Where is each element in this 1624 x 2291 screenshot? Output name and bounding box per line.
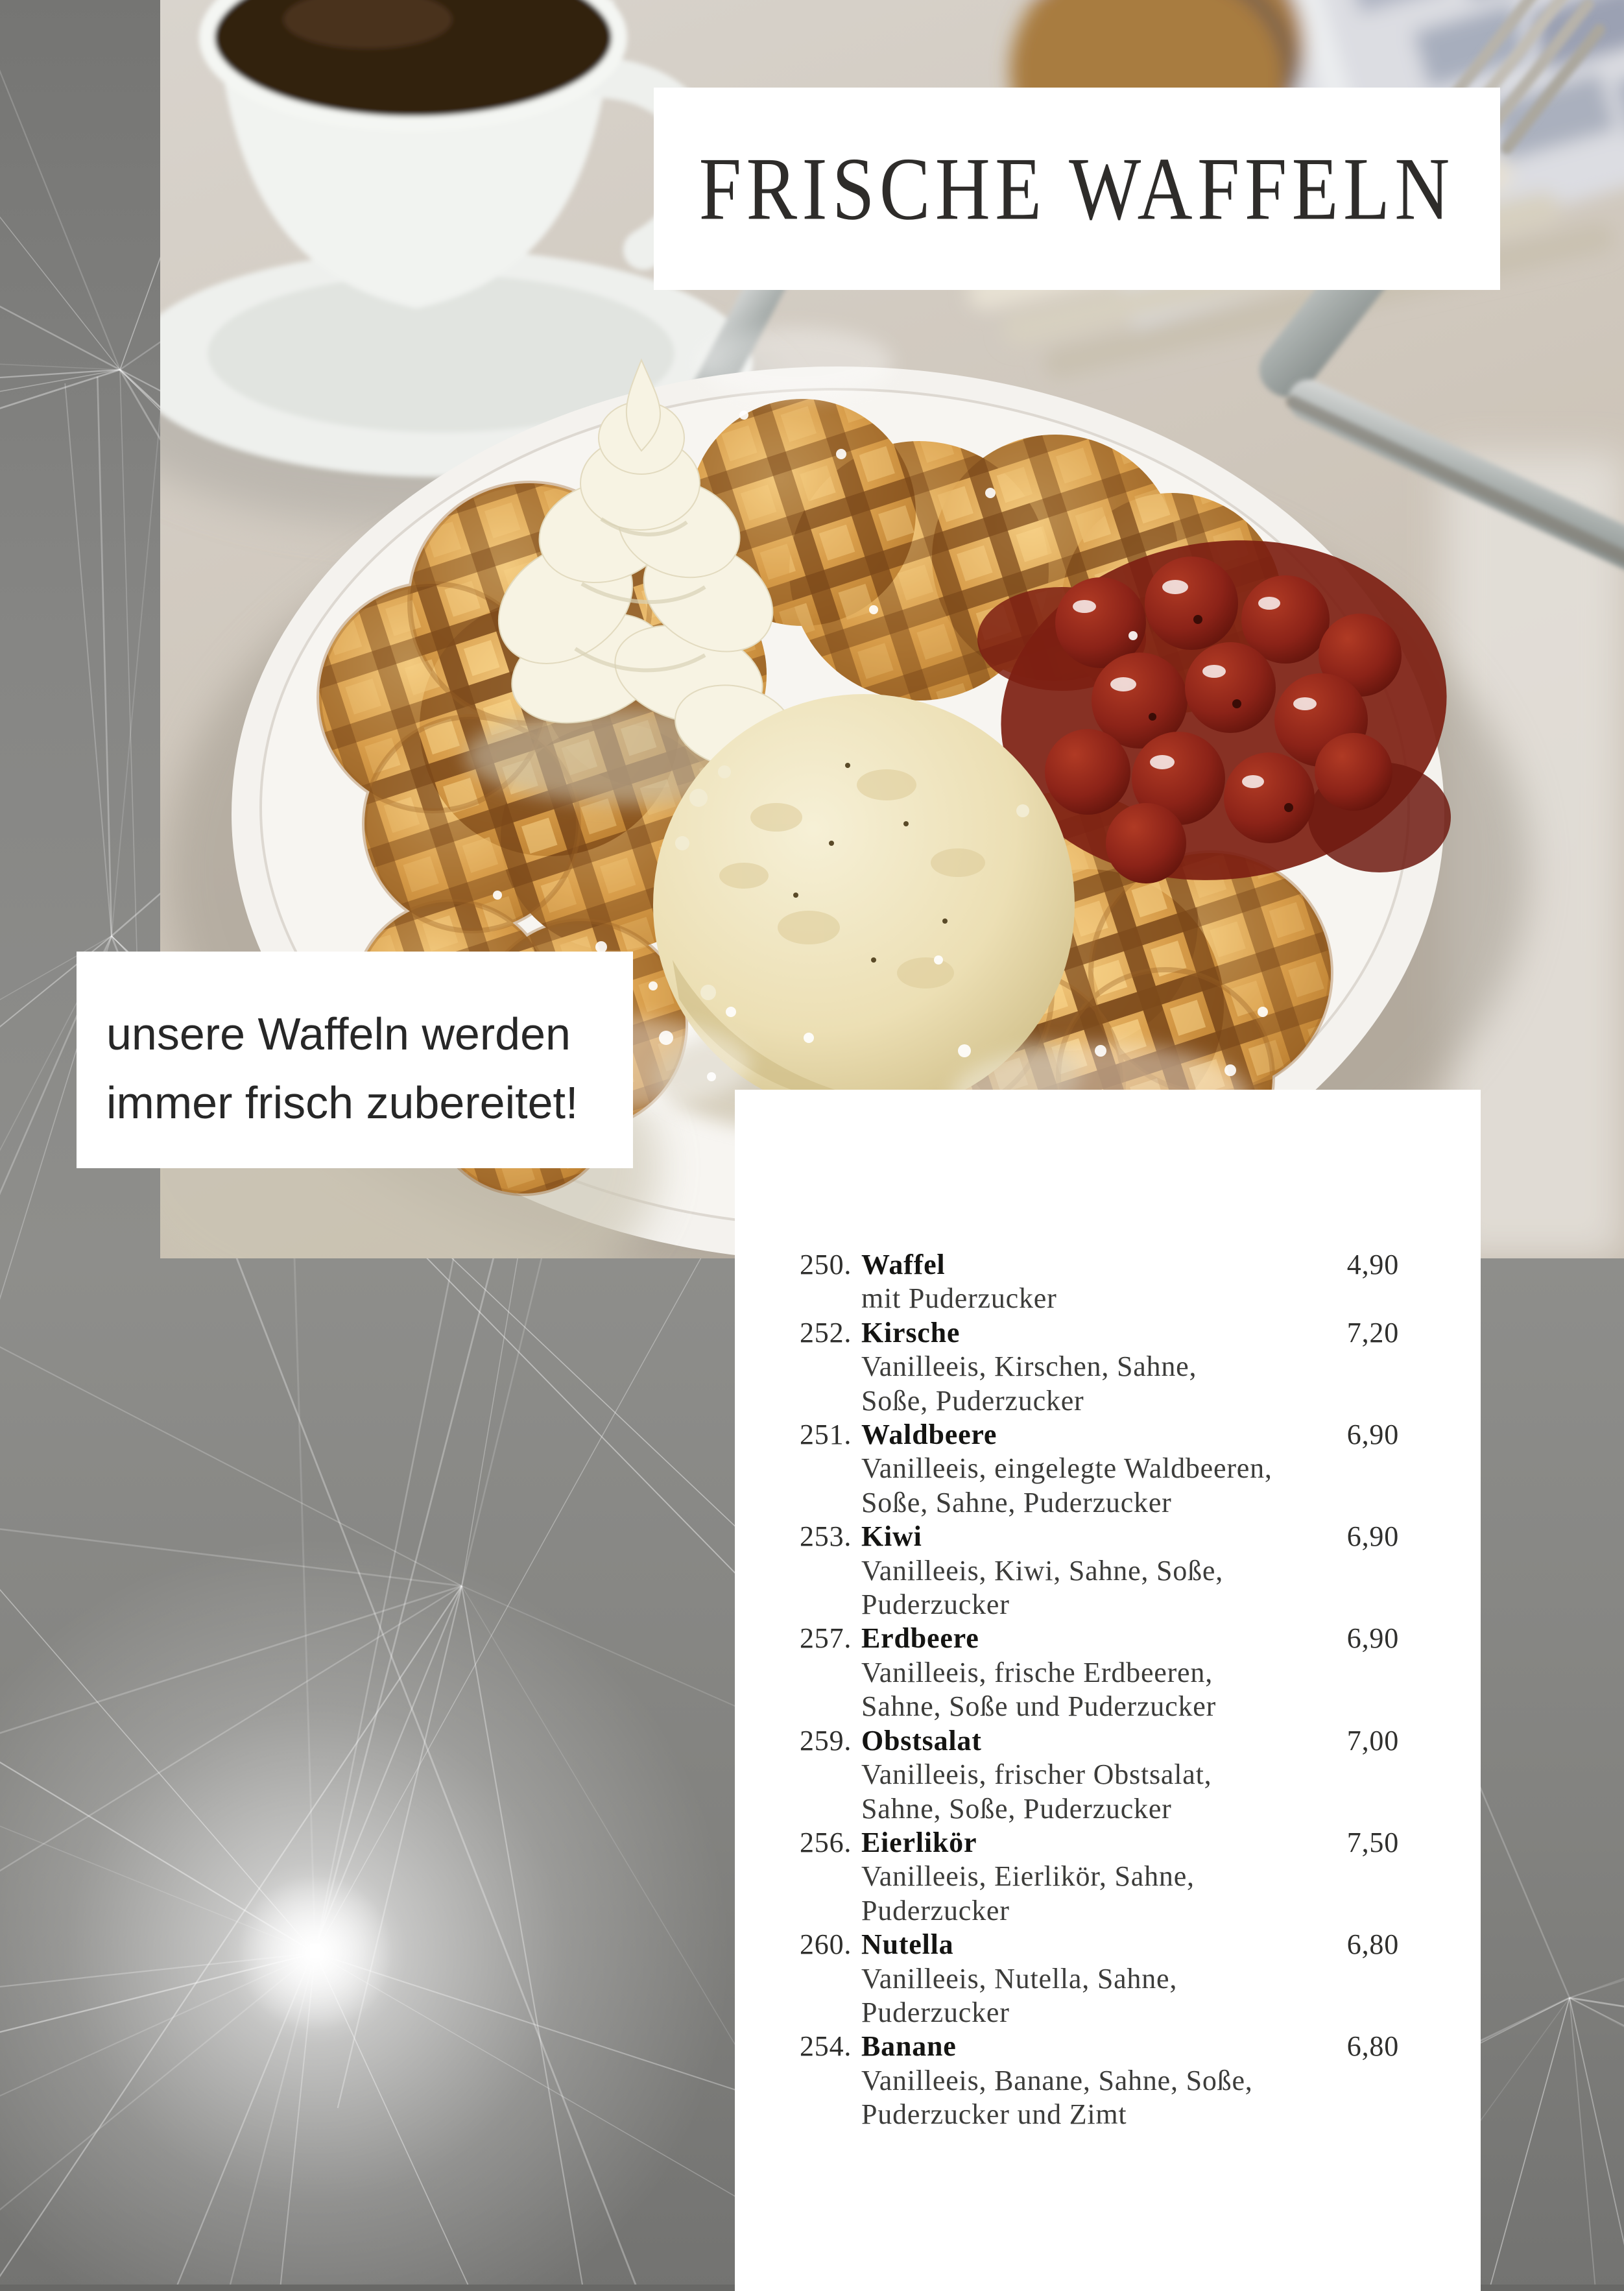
- item-number: 259.: [800, 1724, 852, 1757]
- string-line: [1570, 1998, 1624, 2291]
- item-name: Banane: [861, 2030, 957, 2063]
- item-name: Erdbeere: [861, 1622, 979, 1655]
- string-line: [0, 370, 120, 475]
- menu-item-row: [800, 1622, 1399, 1655]
- item-number: 250.: [800, 1249, 852, 1280]
- string-line: [0, 0, 120, 370]
- menu-item-row: [800, 1316, 1399, 1350]
- menu-item-row: [800, 1520, 1399, 1553]
- item-name: Kiwi: [861, 1520, 922, 1553]
- item-price: 6,80: [1346, 2030, 1399, 2063]
- item-name: Waffel: [861, 1249, 946, 1280]
- item-number: 254.: [800, 2030, 852, 2063]
- item-name: Eierlikör: [861, 1826, 977, 1858]
- item-price: 6,90: [1346, 1419, 1399, 1451]
- item-description: Puderzucker: [861, 1894, 1010, 1926]
- menu-item: [800, 1622, 1399, 1723]
- menu-item: [800, 1418, 1399, 1520]
- menu-item: [800, 2030, 1399, 2131]
- item-description: Vanilleeis, Eierlikör, Sahne,: [861, 1860, 1195, 1893]
- item-description: Vanilleeis, frische Erdbeeren,: [861, 1656, 1213, 1688]
- item-number: 252.: [800, 1316, 852, 1349]
- item-description: Vanilleeis, eingelegte Waldbeeren,: [861, 1452, 1272, 1485]
- item-description: Puderzucker: [861, 1996, 1010, 2028]
- item-name: Kirsche: [861, 1316, 961, 1349]
- item-name: Nutella: [861, 1928, 954, 1961]
- item-description: Soße, Puderzucker: [861, 1384, 1084, 1417]
- title-box: [654, 88, 1500, 290]
- string-line: [1570, 1513, 1624, 1998]
- item-price: 4,90: [1346, 1249, 1399, 1280]
- item-price: 7,00: [1346, 1724, 1399, 1757]
- item-price: 6,90: [1346, 1622, 1399, 1655]
- menu-item: [800, 1826, 1399, 1928]
- item-description: Puderzucker: [861, 1589, 1010, 1621]
- item-description: Vanilleeis, Kirschen, Sahne,: [861, 1350, 1197, 1383]
- item-number: 256.: [800, 1826, 852, 1858]
- item-number: 251.: [800, 1419, 852, 1451]
- tagline-box: [77, 952, 633, 1168]
- string-line: [0, 370, 120, 885]
- tagline-line-1: unsere Waffeln werden: [106, 1009, 571, 1059]
- item-name: Waldbeere: [861, 1419, 997, 1451]
- item-description: Sahne, Soße, Puderzucker: [861, 1792, 1172, 1825]
- menu-item-row: [800, 1826, 1399, 1860]
- menu-item-row: [800, 1248, 1399, 1282]
- item-price: 7,50: [1346, 1826, 1399, 1858]
- item-description: mit Puderzucker: [861, 1282, 1057, 1315]
- item-description: Vanilleeis, Nutella, Sahne,: [861, 1962, 1178, 1995]
- item-price: 6,90: [1346, 1520, 1399, 1553]
- item-description: Vanilleeis, Banane, Sahne, Soße,: [861, 2064, 1253, 2096]
- string-line: [1570, 1998, 1624, 2291]
- item-number: 257.: [800, 1622, 852, 1655]
- item-description: Soße, Sahne, Puderzucker: [861, 1486, 1172, 1518]
- menu-item: [800, 1248, 1399, 1316]
- menu-item-row: [800, 1724, 1399, 1758]
- item-description: Sahne, Soße und Puderzucker: [861, 1690, 1217, 1723]
- menu-item: [800, 1928, 1399, 2030]
- menu-item-row: [800, 1418, 1399, 1452]
- string-line: [0, 370, 120, 647]
- item-description: Vanilleeis, Kiwi, Sahne, Soße,: [861, 1554, 1224, 1587]
- menu-item-row: [800, 2030, 1399, 2063]
- menu-item: [800, 1316, 1399, 1418]
- item-description: Puderzucker und Zimt: [861, 2098, 1127, 2131]
- item-price: 7,20: [1346, 1316, 1399, 1349]
- menu-item: [800, 1724, 1399, 1826]
- string-line: [1570, 1667, 1624, 1998]
- string-line: [0, 0, 120, 370]
- tagline-line-2: immer frisch zubereitet!: [106, 1077, 579, 1128]
- item-name: Obstsalat: [861, 1724, 982, 1757]
- menu-item-row: [800, 1928, 1399, 1961]
- page-title: FRISCHE WAFFELN: [699, 138, 1455, 239]
- glow-speck: [310, 1943, 320, 1958]
- item-number: 260.: [800, 1928, 852, 1961]
- string-line: [1570, 1998, 1624, 2291]
- menu-item: [800, 1520, 1399, 1622]
- item-description: Vanilleeis, frischer Obstsalat,: [861, 1758, 1212, 1791]
- item-number: 253.: [800, 1520, 852, 1553]
- menu-panel: [735, 1090, 1481, 2291]
- menu-list: [800, 1248, 1399, 2132]
- item-price: 6,80: [1346, 1928, 1399, 1961]
- string-line: [1570, 1998, 1624, 2291]
